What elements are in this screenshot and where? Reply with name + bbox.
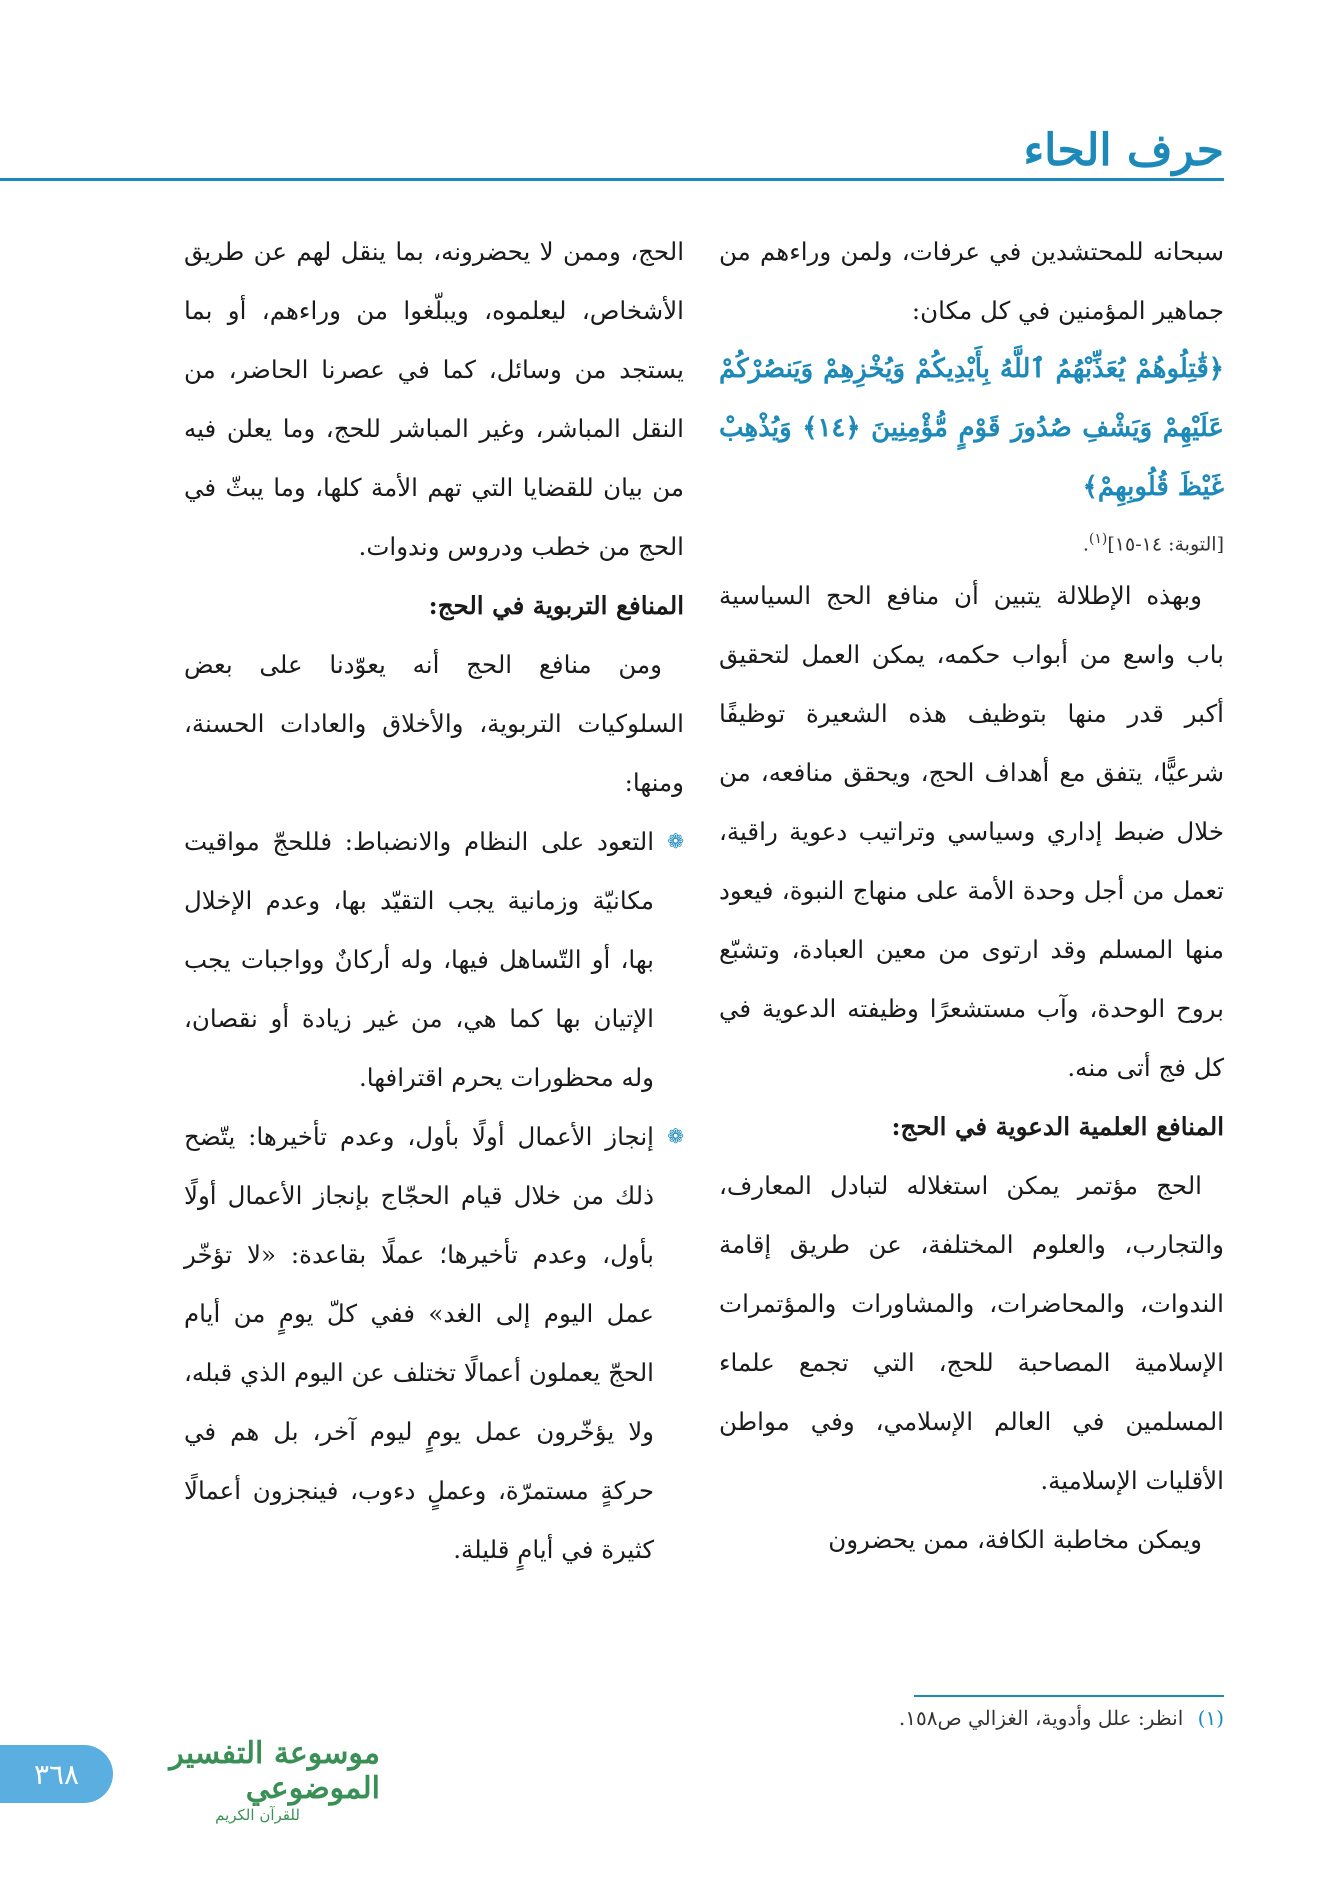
bullet-item	[184, 1107, 684, 1579]
paragraph: سبحانه للمحتشدين في عرفات، ولمن وراءهم من جماهير المؤمنين في كل مكان:	[719, 237, 1224, 325]
flower-bullet-icon: ❁	[667, 829, 684, 853]
footnote-rule	[914, 1695, 1224, 1697]
page-header-title: حرف الحاء	[1023, 125, 1224, 176]
paragraph: الحج، وممن لا يحضرونه، بما ينقل لهم عن طريق الأشخاص، ليعلموه، ويبلّغوا من وراءهم، أو بما يستجد من وسائل، كما في عصرنا الحاضر، من النقل المباشر، وغير المباشر للحج، وما يعلن فيه من بيان للقضايا التي تهم الأمة كلها، وما يبثّ في الحج من خطب ودروس وندوات.	[184, 237, 684, 561]
footnote-text: انظر: علل وأدوية، الغزالي ص١٥٨.	[898, 1706, 1184, 1730]
footnote	[899, 1706, 1224, 1730]
bullet-item	[184, 812, 684, 1107]
quran-verse: ﴿قَٰتِلُوهُمْ يُعَذِّبْهُمُ ٱللَّهُ بِأَيْدِيكُمْ وَيُخْزِهِمْ وَيَنصُرْكُمْ عَلَيْهِمْ وَيَشْفِ صُدُورَ قَوْمٍ مُّؤْمِنِينَ ﴿١٤﴾ وَيُذْهِبْ غَيْظَ قُلُوبِهِمْ﴾	[719, 354, 1224, 502]
left-column	[184, 222, 684, 1579]
flower-bullet-icon: ❁	[667, 1124, 684, 1148]
page-number-badge: ٣٦٨	[0, 1745, 113, 1803]
paragraph: الحج مؤتمر يمكن استغلاله لتبادل المعارف، والتجارب، والعلوم المختلفة، عن طريق إقامة الندوات، والمحاضرات، والمشاورات والمؤتمرات الإسلامية المصاحبة للحج، التي تجمع علماء المسلمين في العالم الإسلامي، وفي مواطن الأقليات الإسلامية.	[719, 1171, 1224, 1496]
paragraph: ومن منافع الحج أنه يعوّدنا على بعض السلوكيات التربوية، والأخلاق والعادات الحسنة، ومنها:	[184, 650, 684, 797]
verse-reference: [التوبة: ١٤-١٥]$^{(١)}$.	[1082, 531, 1224, 556]
right-column	[719, 222, 1224, 1569]
paragraph: ويمكن مخاطبة الكافة، ممن يحضرون	[828, 1525, 1202, 1555]
section-heading: المنافع التربوية في الحج:	[428, 591, 684, 620]
bullet-text: إنجاز الأعمال أولًا بأول، وعدم تأخيرها: يتّضح ذلك من خلال قيام الحجّاج بإنجاز الأعمال أولًا بأول، وعدم تأخيرها؛ عملًا بقاعدة: «لا تؤخّر عمل اليوم إلى الغد» ففي كلّ يومٍ من أيام الحجّ يعملون أعمالًا تختلف عن اليوم الذي قبله، ولا يؤخّرون عمل يومٍ ليوم آخر، بل هم في حركةٍ مستمرّة، وعملٍ دءوب، فينجزون أعمالًا كثيرة في أيامٍ قليلة.	[184, 1122, 654, 1564]
footnote-marker[interactable]: (١)	[1088, 531, 1108, 547]
paragraph: وبهذه الإطلالة يتبين أن منافع الحج السياسية باب واسع من أبواب حكمه، يمكن العمل لتحقيق أكبر قدر منها بتوظيف هذه الشعيرة توظيفًا شرعيًّا، يتفق مع أهداف الحج، ويحقق منافعه، من خلال ضبط إداري وسياسي وتراتيب دعوية راقية، تعمل من أجل وحدة الأمة على منهاج النبوة، فيعود منها المسلم وقد ارتوى من معين العبادة، وتشبّع بروح الوحدة، وآب مستشعرًا وظيفته الدعوية في كل فج أتى منه.	[719, 581, 1224, 1083]
bullet-text: التعود على النظام والانضباط: فللحجّ مواقيت مكانيّة وزمانية يجب التقيّد بها، وعدم الإخلال بها، أو التّساهل فيها، وله أركانٌ وواجبات يجب الإتيان بها كما هي، من غير زيادة أو نقصان، وله محظورات يحرم اقترافها.	[184, 827, 654, 1092]
logo-title: موسوعة التفسير الموضوعي	[169, 1736, 380, 1806]
header-rule	[0, 178, 1224, 181]
encyclopedia-logo	[135, 1736, 380, 1824]
verse-reference-text: [التوبة: ١٤-١٥]	[1107, 533, 1224, 556]
logo-subtitle: للقرآن الكريم	[215, 1806, 300, 1824]
footnote-number: (١)	[1197, 1706, 1224, 1730]
section-heading: المنافع العلمية الدعوية في الحج:	[891, 1112, 1224, 1142]
